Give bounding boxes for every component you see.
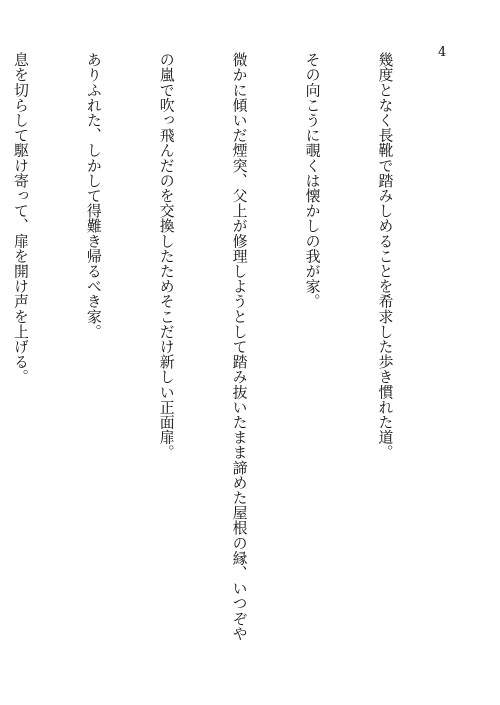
text-line: 幾度となく長靴で踏みしめることを希求した歩き慣れた道。	[376, 52, 395, 460]
text-line: 微かに傾いだ煙突、父上が修理しようとして踏み抜いたまま諦めた屋根の縁、いつぞや	[230, 52, 249, 641]
text-line: の嵐で吹っ飛んだのを交換したためそこだけ新しい正面扉。	[157, 52, 176, 460]
text-line: その向こうに覗くは懐かしの我が家。	[303, 52, 322, 309]
novel-body-text	[0, 52, 446, 680]
text-line: 息を切らして駆け寄って、扉を開け声を上げる。	[11, 52, 30, 385]
page-number: 4	[438, 45, 447, 60]
text-line: ありふれた、しかして得難き帰るべき家。	[84, 52, 103, 339]
